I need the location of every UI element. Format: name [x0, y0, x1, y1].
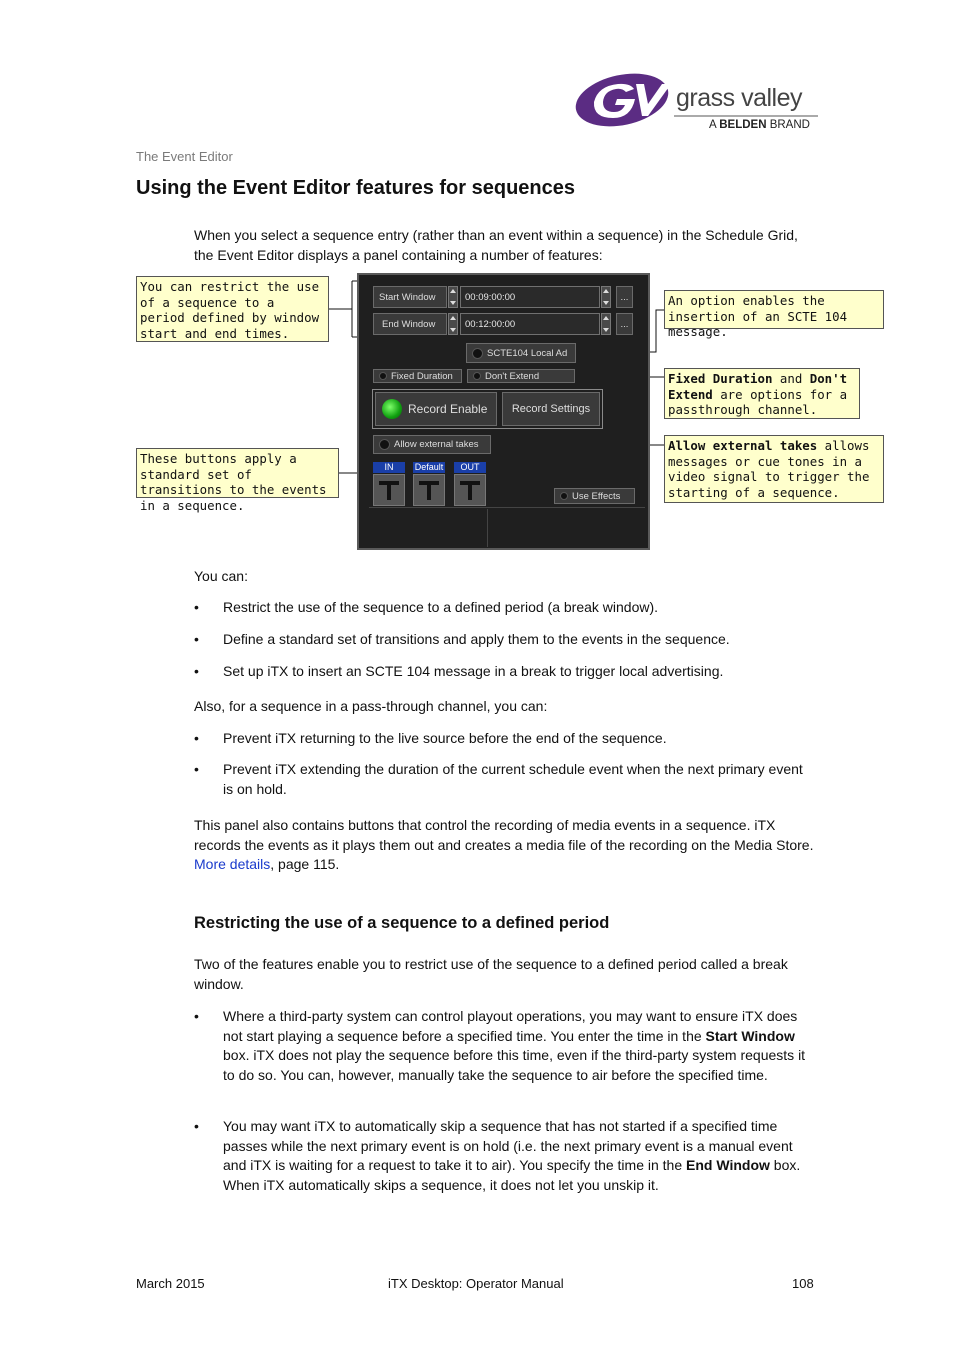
list-item: • Where a third-party system can control playout operations, you may want to ensure iTX does not start playing a sequence before a specified time. You enter the time in the Start Window box. iTX does not play the sequence before this time, even if the third-party system requests it to do so. You can, however, manually take the sequence to air before the specified time.	[194, 1008, 806, 1083]
callout-external-takes: Allow external takes allows messages or cue tones in a video signal to trigger the starting of a sequence.	[664, 435, 884, 503]
record-enable-button[interactable]: Record Enable	[375, 392, 497, 426]
in-transition-button[interactable]	[373, 474, 405, 506]
out-transition-button[interactable]	[454, 474, 486, 506]
callout-scte: An option enables the insertion of an SCTE 104 message.	[664, 290, 884, 329]
panel-divider	[369, 507, 645, 508]
out-transition-label: OUT	[454, 462, 486, 473]
bullet-icon: •	[194, 663, 199, 679]
end-window-label: End Window	[373, 313, 447, 335]
bullet-icon: •	[194, 761, 199, 777]
sequence-features-panel	[357, 273, 650, 550]
end-window-input[interactable]: 00:12:00:00	[460, 313, 600, 335]
led-icon	[473, 372, 481, 380]
use-effects-toggle[interactable]: Use Effects	[554, 488, 635, 504]
start-window-browse-button[interactable]: ...	[616, 286, 633, 308]
footer-page-number: 108	[792, 1276, 814, 1291]
list-item: • Restrict the use of the sequence to a defined period (a break window).	[223, 598, 813, 618]
end-window-spinner-left[interactable]	[448, 313, 458, 335]
callout-transitions: These buttons apply a standard set of transitions to the events in a sequence.	[136, 448, 339, 498]
transition-t-icon	[455, 475, 485, 505]
start-window-label: Start Window	[373, 286, 447, 308]
intro-paragraph: When you select a sequence entry (rather than an event within a sequence) in the Schedule Grid, the Event Editor displays a panel containing a number of features:	[194, 227, 798, 263]
transition-t-icon	[374, 475, 404, 505]
end-window-spinner[interactable]	[601, 313, 611, 335]
led-icon	[379, 372, 387, 380]
subheading: Restricting the use of a sequence to a defined period	[194, 914, 610, 932]
section-label: The Event Editor	[136, 149, 233, 164]
footer-title: iTX Desktop: Operator Manual	[388, 1276, 564, 1291]
scte104-local-ad-toggle[interactable]: SCTE104 Local Ad	[466, 343, 576, 363]
in-transition-label: IN	[373, 462, 405, 473]
default-transition-button[interactable]	[413, 474, 445, 506]
bullet-icon: •	[194, 730, 199, 746]
green-light-icon	[382, 399, 402, 419]
led-icon	[379, 439, 390, 450]
bullet-icon: •	[194, 1118, 199, 1134]
bullet-icon: •	[194, 631, 199, 647]
brand-name: grass valley	[676, 84, 802, 112]
start-window-spinner[interactable]	[601, 286, 611, 308]
callout-window-restriction: You can restrict the use of a sequence to a period defined by window start and end times.	[136, 276, 329, 342]
you-can-label: You can:	[194, 568, 248, 584]
dont-extend-toggle[interactable]: Don't Extend	[467, 369, 575, 383]
panel-divider-vertical	[487, 509, 488, 547]
page-title: Using the Event Editor features for sequences	[136, 177, 575, 199]
brand-tagline: A BELDEN BRAND	[709, 119, 810, 131]
bullet-icon: •	[194, 599, 199, 615]
fixed-duration-toggle[interactable]: Fixed Duration	[373, 369, 462, 383]
list-item: • Prevent iTX returning to the live source before the end of the sequence.	[223, 729, 813, 749]
led-icon	[472, 348, 483, 359]
transition-t-icon	[414, 475, 444, 505]
led-icon	[560, 492, 568, 500]
allow-external-takes-toggle[interactable]: Allow external takes	[373, 435, 491, 454]
list-item: • You may want iTX to automatically skip a sequence that has not started if a specified time passes while the next primary event is on hold (i.e. the next primary event is a manual event and iTX is waiting for a request to take it to air). You specify the time in the End Window box. When iTX automatically skips a sequence, it does not let you unskip it.	[194, 1118, 801, 1193]
default-transition-label: Default	[414, 462, 444, 472]
start-window-spinner-left[interactable]	[448, 286, 458, 308]
record-settings-button[interactable]: Record Settings	[502, 392, 600, 426]
callout-passthrough: Fixed Duration and Don't Extend are options for a passthrough channel.	[664, 368, 860, 419]
start-window-input[interactable]: 00:09:00:00	[460, 286, 600, 308]
recording-paragraph: This panel also contains buttons that control the recording of media events in a sequence. iTX records the events as it plays them out and creates a media file of the recording on the Media Store. More details, page 115.	[194, 817, 814, 873]
pass-through-intro: Also, for a sequence in a pass-through channel, you can:	[194, 698, 548, 714]
more-details-link[interactable]: More details	[194, 856, 271, 873]
list-item: • Prevent iTX extending the duration of the current schedule event when the next primary event is on hold.	[194, 761, 803, 797]
restrict-intro-paragraph: Two of the features enable you to restrict use of the sequence to a defined period called a break window.	[194, 956, 788, 992]
bullet-icon: •	[194, 1008, 199, 1024]
end-window-browse-button[interactable]: ...	[616, 313, 633, 335]
footer-date: March 2015	[136, 1276, 205, 1291]
list-item: • Set up iTX to insert an SCTE 104 message in a break to trigger local advertising.	[223, 662, 813, 682]
list-item: • Define a standard set of transitions and apply them to the events in the sequence.	[223, 630, 813, 650]
